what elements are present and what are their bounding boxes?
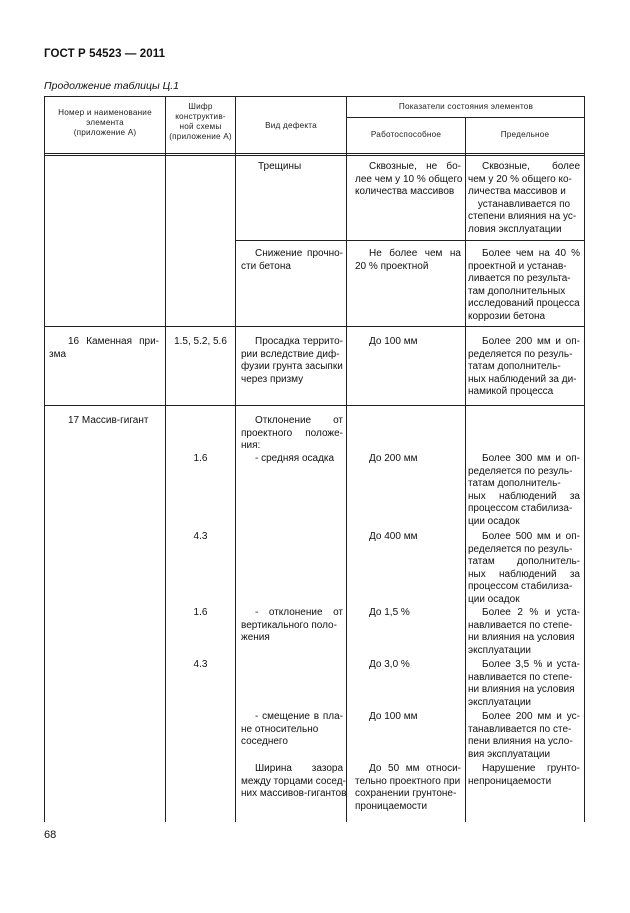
header-code [166, 102, 235, 142]
cell-line: Более 3,5 % и уста- [482, 659, 580, 670]
prism-element [49, 336, 159, 361]
cell-line: До 100 мм [369, 336, 418, 347]
cell-line: чем у 20 % общего ко- [468, 173, 572, 185]
giant-settle-operable: До 200 мм [369, 453, 418, 464]
cell-line: ни влияния на условия [468, 684, 575, 696]
cell-line: навливается по степе- [468, 619, 573, 631]
cell-line: ределяется по резуль- [468, 465, 573, 477]
cell-line: 20 % проектной [355, 260, 429, 272]
cell-line: Более чем на 40 % [482, 248, 580, 259]
cell-line: ния: [241, 440, 261, 452]
cell-line: Ширина зазора [255, 763, 343, 774]
cell-line: пени влияния на усло- [468, 736, 573, 748]
giant-gap-defect [241, 763, 347, 801]
cell-line: сохранении грунтоне- [355, 788, 457, 800]
giant-element: 17 Массив-гигант [68, 415, 149, 426]
cell-line: ределяется по резуль- [468, 348, 573, 360]
giant-settle2-operable: До 400 мм [369, 531, 418, 542]
prism-defect [241, 336, 343, 386]
giant-gap-limit [468, 763, 580, 788]
cell-line: Более 300 мм и оп- [482, 453, 580, 464]
giant-shift-defect [241, 711, 343, 749]
cell-line: Не более чем на [369, 248, 461, 259]
cell-line: зма [49, 348, 67, 360]
giant-settle-code: 1.6 [193, 453, 208, 464]
cell-line: проницаемости [355, 800, 428, 812]
header-limit: Предельное [500, 130, 550, 139]
header-element-line: (приложение А) [73, 128, 137, 137]
cell-line: коррозии бетона [468, 310, 546, 322]
cell-line: рии вследствие диф- [241, 348, 340, 360]
cell-line: количества массивов [355, 186, 455, 198]
cell-line: не относительно [241, 723, 319, 735]
cell-line: ных наблюдений за [468, 490, 580, 502]
header-element-line: элемента [86, 118, 124, 127]
cell-line: фузии грунта засыпки [241, 361, 343, 373]
giant-settle2-limit [468, 531, 580, 607]
cracks-limit [468, 161, 580, 237]
strength-defect [241, 248, 343, 273]
cell-line: устанавливается по [477, 198, 571, 210]
header-operable: Работоспособное [370, 130, 442, 139]
giant-vert2-operable: До 3,0 % [369, 659, 410, 670]
page-number: 68 [44, 829, 57, 841]
rule-col-2 [235, 96, 236, 822]
cell-line: там дополнительных [468, 285, 566, 297]
cell-line: эксплуатации [468, 696, 531, 708]
giant-settle2-code: 4.3 [193, 531, 208, 542]
header-code-line: конструктив- [175, 112, 226, 121]
cracks-operable [355, 161, 461, 199]
rule-header-bottom-double [44, 155, 585, 156]
cell-line: ловия эксплуатации [468, 223, 562, 235]
cell-line: вертикального поло- [241, 619, 337, 631]
rule-row-strength [44, 326, 585, 327]
cell-line: Просадка террито- [255, 336, 343, 347]
cell-line: татам дополнитель- [468, 361, 561, 373]
prism-operable [355, 336, 461, 349]
cell-line: ции осадок [468, 515, 520, 527]
cell-line: Более 200 мм и оп- [482, 336, 580, 347]
cell-line: Более 200 мм и ус- [482, 711, 580, 722]
cell-line: ных наблюдений за [468, 568, 580, 580]
cell-line: степени влияния на ус- [468, 211, 577, 223]
cell-line: через призму [241, 373, 304, 385]
giant-shift-operable: До 100 мм [369, 711, 418, 722]
cell-line: сти бетона [241, 260, 291, 272]
cell-line: 16 Каменная при- [68, 336, 159, 347]
cell-line: танавливается по сте- [468, 723, 572, 735]
header-element-line: Номер и наименование [58, 108, 152, 117]
cell-line: жения [241, 632, 270, 644]
cell-line: непроницаемости [468, 775, 552, 787]
cell-line: татам дополнитель- [468, 556, 580, 568]
cracks-defect [258, 161, 342, 174]
cell-line: намикой процесса [468, 386, 554, 398]
cell-line: проектной и устанав- [468, 260, 567, 272]
giant-defect-intro [241, 415, 343, 453]
giant-settle-defect: - средняя осадка [255, 453, 335, 464]
cell-line: Сквозные, более [482, 161, 580, 172]
cell-line: процессом стабилиза- [468, 503, 573, 515]
cell-line: Снижение прочно- [255, 248, 343, 259]
giant-vert-limit [468, 607, 580, 657]
condition-table [44, 96, 585, 822]
cell-line: Более 2 % и уста- [482, 607, 580, 618]
cell-line: ливается по результа- [468, 273, 571, 285]
cell-line: ределяется по резуль- [468, 543, 573, 555]
giant-shift-limit [468, 711, 580, 761]
cell-line: соседнего [241, 736, 288, 748]
cell-line: Отклонение от [255, 415, 343, 426]
cell-line: До 50 мм относи- [369, 763, 461, 774]
header-indicators: Показатели состояния элементов [398, 102, 534, 111]
cell-line: ных наблюдений за ди- [468, 373, 577, 385]
giant-settle-limit [468, 453, 580, 529]
header-code-line: (приложение А) [169, 132, 232, 141]
cell-line: эксплуатации [468, 644, 531, 656]
giant-vert2-code: 4.3 [193, 659, 208, 670]
cell-line: проектного положе- [241, 427, 343, 439]
giant-vert-defect [241, 607, 343, 645]
rule-col-4 [465, 117, 466, 822]
cell-line: Нарушение грунто- [482, 763, 580, 774]
cell-line: Более 500 мм и оп- [482, 531, 580, 542]
header-code-line: ной схемы [179, 122, 222, 131]
cell-line: лее чем у 10 % общего [355, 173, 463, 185]
rule-top [44, 96, 585, 97]
header-element [46, 108, 164, 138]
giant-vert2-limit [468, 659, 580, 709]
giant-vert-code: 1.6 [193, 607, 208, 618]
header-code-line: Шифр [188, 102, 213, 111]
rule-col-0 [44, 96, 45, 822]
cell-line: навливается по степе- [468, 671, 573, 683]
header-defect: Вид дефекта [265, 121, 317, 130]
cell-line: ни влияния на условия [468, 632, 575, 644]
cell-line: татам дополнитель- [468, 478, 561, 490]
cell-line: - смещение в пла- [255, 711, 343, 722]
cell-line: - отклонение от [255, 607, 343, 618]
rule-row-prism [44, 405, 585, 406]
prism-limit [468, 336, 580, 399]
giant-gap-operable [355, 763, 461, 813]
cell-line: между торцами сосед- [241, 775, 346, 787]
cell-line: тельно проектного при [355, 775, 461, 787]
giant-vert-operable: До 1,5 % [369, 607, 410, 618]
cell-line: исследований процесса [468, 298, 580, 310]
strength-limit [468, 248, 580, 324]
cell-line: Сквозные, не бо- [369, 161, 461, 172]
prism-code: 1.5, 5.2, 5.6 [174, 336, 227, 347]
cell-line: Трещины [258, 161, 302, 172]
table-caption: Продолжение таблицы Ц.1 [44, 80, 180, 92]
cell-line: процессом стабилиза- [468, 581, 573, 593]
document-code: ГОСТ Р 54523 — 2011 [44, 48, 166, 60]
rule-col-5 [584, 96, 585, 822]
cell-line: личества массивов и [468, 186, 566, 198]
cell-line: вия эксплуатации [468, 748, 551, 760]
rule-header-bottom [44, 153, 585, 154]
strength-operable [355, 248, 461, 273]
rule-row-cracks [235, 240, 585, 241]
cell-line: ции осадок [468, 593, 520, 605]
cell-line: них массивов-гигантов [241, 788, 347, 800]
